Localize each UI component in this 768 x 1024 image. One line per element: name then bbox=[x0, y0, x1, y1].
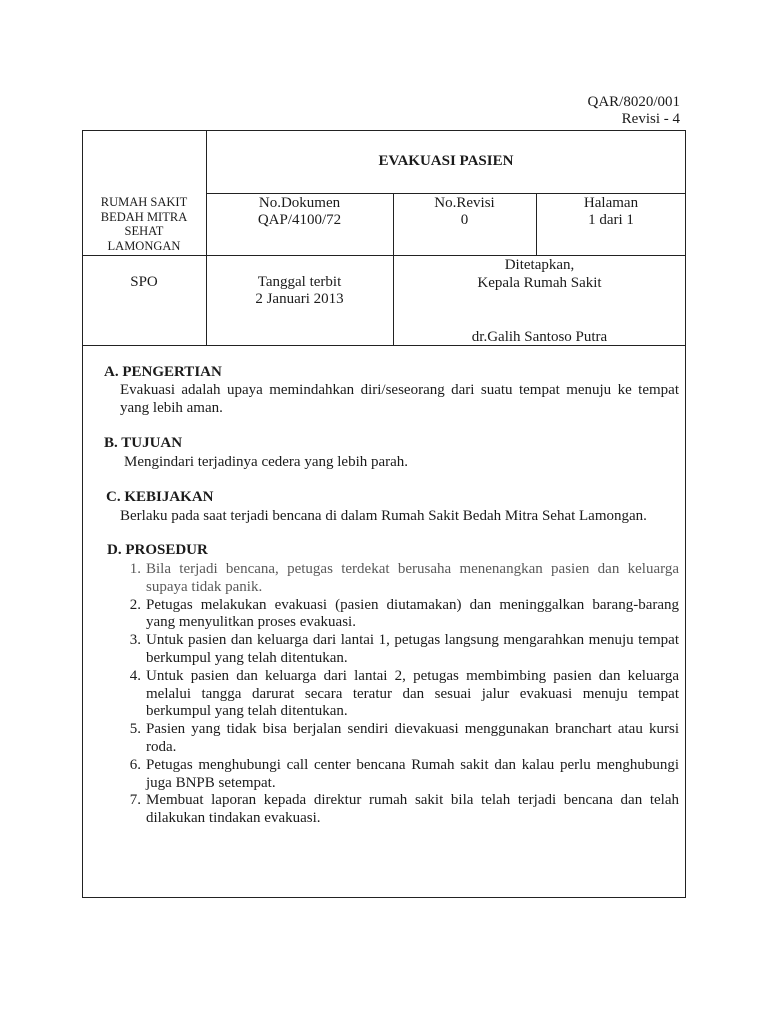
list-item bbox=[124, 561, 679, 597]
document-number-value: QAP/4100/72 bbox=[257, 212, 342, 228]
step-text bbox=[146, 632, 679, 668]
list-item bbox=[124, 757, 679, 793]
document-number-label: No.Dokumen bbox=[258, 195, 341, 211]
definition-paragraph bbox=[120, 382, 679, 418]
section-heading-purpose: B. TUJUAN bbox=[104, 435, 183, 451]
issue-date-cell bbox=[206, 255, 393, 345]
paragraph-line: Mengindari terjadinya cedera yang lebih parah. bbox=[124, 454, 409, 470]
section-heading-definition: A. PENGERTIAN bbox=[104, 364, 222, 380]
approval-label: Ditetapkan, bbox=[504, 257, 575, 273]
step-line: Untuk pasien dan keluarga dari lantai 2, petugas membimbing pasien dan keluarga bbox=[146, 667, 679, 684]
issue-date-value: 2 Januari 2013 bbox=[255, 291, 344, 307]
step-number: 5. bbox=[129, 721, 141, 738]
step-text bbox=[146, 721, 679, 757]
document-type-cell bbox=[82, 255, 206, 345]
paragraph-line: Evakuasi adalah upaya memindahkan diri/seseorang dari suatu tempat menuju ke tempat bbox=[120, 382, 679, 398]
step-line: yang menyulitkan proses evakuasi. bbox=[146, 614, 356, 631]
step-line: berkumpul yang telah ditentukan. bbox=[146, 649, 348, 666]
list-item bbox=[124, 668, 679, 721]
revision-number-label: No.Revisi bbox=[434, 195, 495, 211]
document-number-cell bbox=[206, 193, 393, 255]
list-item bbox=[124, 597, 679, 633]
step-line: Membuat laporan kepada direktur rumah sakit bila telah terjadi bencana dan telah bbox=[146, 792, 679, 809]
revision-number-value: 0 bbox=[460, 212, 469, 228]
page-value: 1 dari 1 bbox=[588, 212, 634, 228]
policy-paragraph bbox=[120, 508, 679, 526]
step-number: 6. bbox=[129, 756, 141, 773]
procedure-list bbox=[124, 561, 679, 828]
step-number: 4. bbox=[129, 667, 141, 684]
step-number: 7. bbox=[129, 792, 141, 809]
hospital-name-line: SEHAT bbox=[124, 224, 164, 239]
step-line: Petugas menghubungi call center bencana Rumah sakit dan kalau perlu menghubungi bbox=[146, 756, 679, 773]
purpose-paragraph bbox=[124, 454, 679, 472]
step-line: supaya tidak panik. bbox=[146, 578, 263, 595]
step-line: melalui tangga darurat secara teratur dan sesuai jalur evakuasi menuju tempat bbox=[146, 685, 679, 702]
hospital-name-line: LAMONGAN bbox=[107, 239, 181, 254]
paragraph-line: Berlaku pada saat terjadi bencana di dalam Rumah Sakit Bedah Mitra Sehat Lamongan. bbox=[120, 508, 647, 524]
approval-cell bbox=[393, 255, 686, 345]
step-number: 1. bbox=[129, 561, 141, 577]
list-item bbox=[124, 721, 679, 757]
step-line: Bila terjadi bencana, petugas terdekat berusaha menenangkan pasien dan keluarga bbox=[146, 561, 679, 577]
step-text bbox=[146, 668, 679, 721]
document-revision: Revisi - 4 bbox=[621, 111, 680, 127]
step-line: roda. bbox=[146, 738, 177, 755]
list-item bbox=[124, 632, 679, 668]
title-cell bbox=[206, 130, 686, 193]
page-cell bbox=[536, 193, 686, 255]
paragraph-line: yang lebih aman. bbox=[120, 399, 223, 416]
step-line: Petugas melakukan evakuasi (pasien diutamakan) dan meninggalkan barang-barang bbox=[146, 596, 679, 613]
revision-number-cell bbox=[393, 193, 536, 255]
list-item bbox=[124, 792, 679, 828]
document-code-block bbox=[587, 94, 680, 128]
hospital-name bbox=[82, 130, 206, 255]
document-code: QAR/8020/001 bbox=[587, 94, 680, 110]
step-line: juga BNPB setempat. bbox=[146, 774, 276, 791]
document-type: SPO bbox=[130, 274, 158, 290]
step-number: 2. bbox=[129, 596, 141, 613]
section-heading-procedure: D. PROSEDUR bbox=[107, 542, 208, 558]
step-text bbox=[146, 561, 679, 597]
document-title: EVAKUASI PASIEN bbox=[378, 153, 514, 169]
step-line: Pasien yang tidak bisa berjalan sendiri dievakuasi menggunakan branchart atau kursi bbox=[146, 721, 679, 738]
issue-date-label: Tanggal terbit bbox=[257, 274, 342, 290]
step-text bbox=[146, 792, 679, 828]
section-heading-policy: C. KEBIJAKAN bbox=[106, 489, 214, 505]
approver-position: Kepala Rumah Sakit bbox=[477, 275, 602, 291]
step-text bbox=[146, 757, 679, 793]
step-line: dilakukan tindakan evakuasi. bbox=[146, 810, 321, 827]
step-line: Untuk pasien dan keluarga dari lantai 1, petugas langsung mengarahkan menuju tempat bbox=[146, 632, 679, 649]
step-number: 3. bbox=[129, 632, 141, 649]
page-label: Halaman bbox=[583, 195, 639, 211]
step-text bbox=[146, 597, 679, 633]
approver-name: dr.Galih Santoso Putra bbox=[471, 329, 608, 345]
step-line: berkumpul yang telah ditentukan. bbox=[146, 703, 348, 720]
hospital-name-line: RUMAH SAKIT bbox=[100, 195, 188, 209]
hospital-name-line: BEDAH MITRA bbox=[100, 209, 188, 224]
